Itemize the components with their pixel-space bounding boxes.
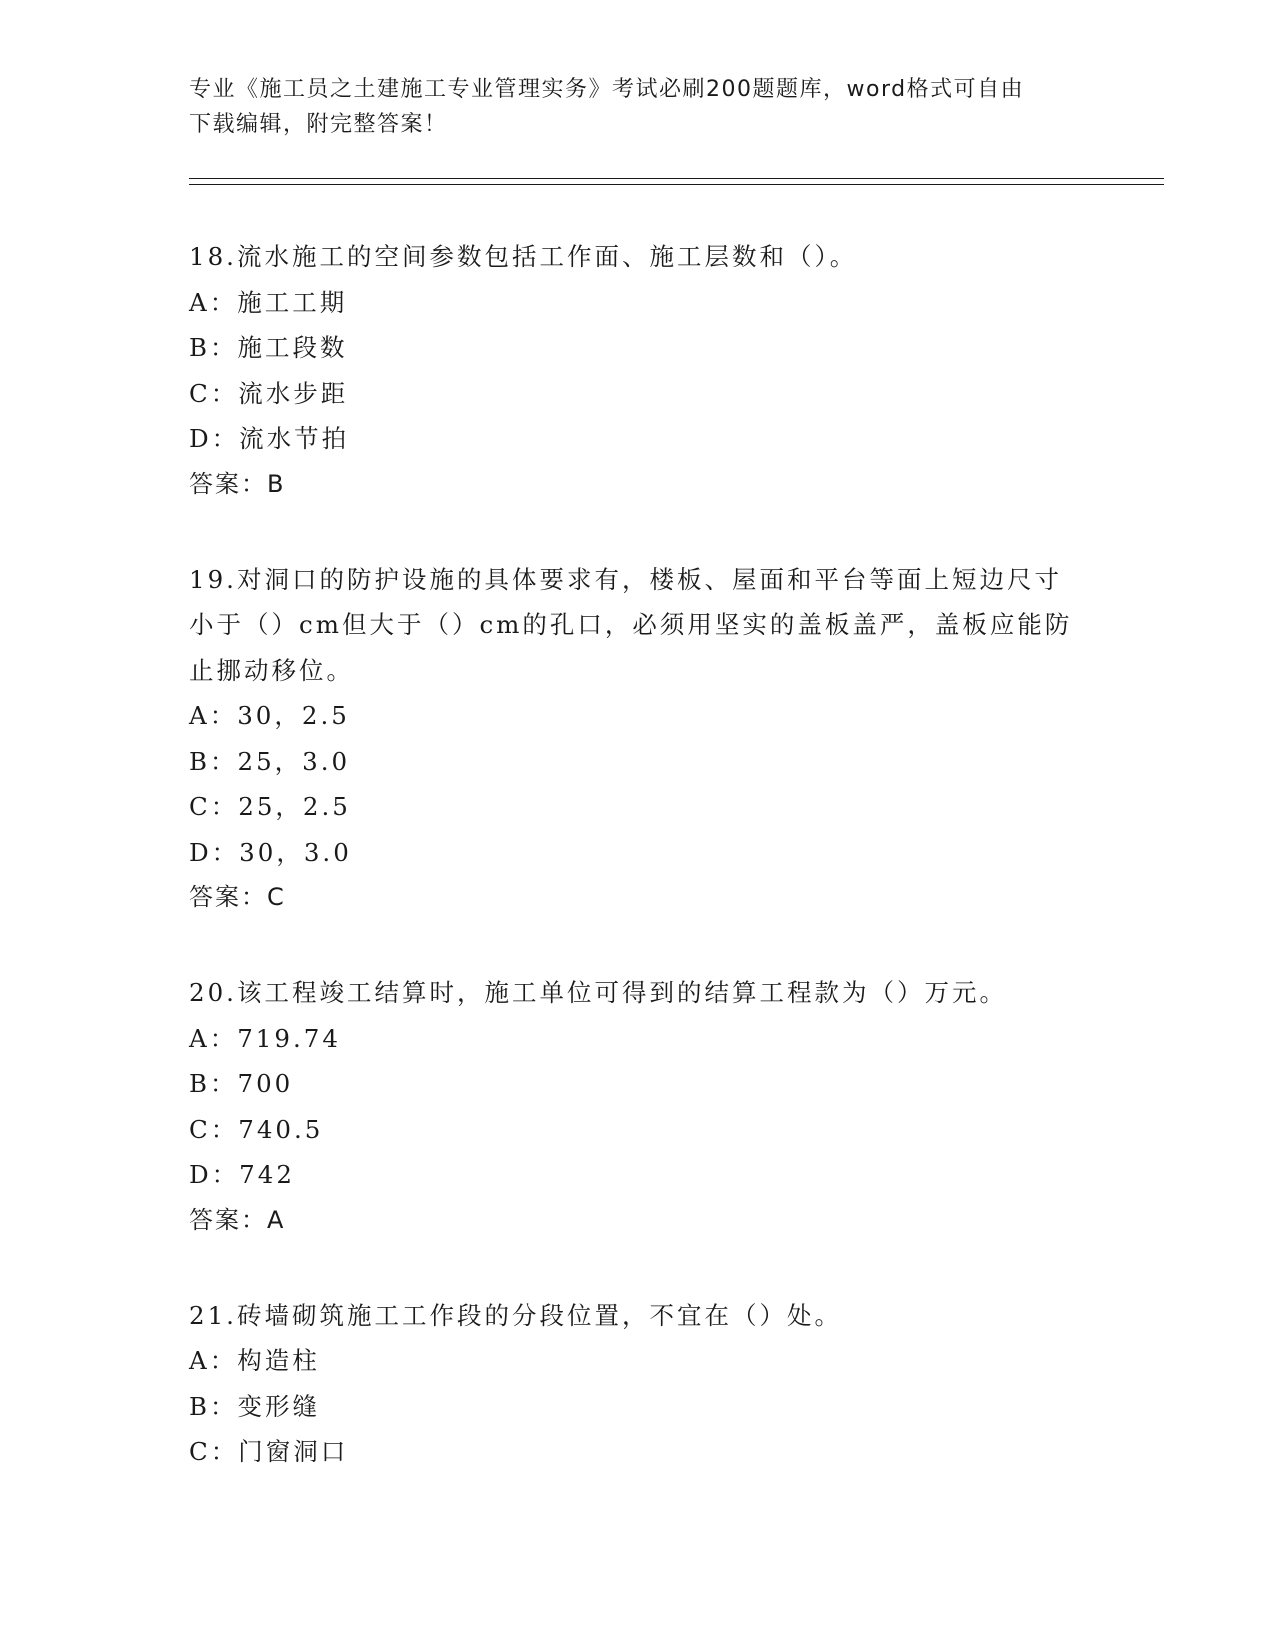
question-20 [189, 970, 1089, 1243]
option-c: C：门窗洞口 [189, 1437, 349, 1466]
header-divider-top [189, 178, 1164, 179]
option-c: C：740.5 [189, 1114, 324, 1144]
question-stem: 21.砖墙砌筑施工工作段的分段位置，不宜在（）处。 [189, 1300, 842, 1330]
option-c: C：流水步距 [189, 378, 349, 408]
option-b: B：700 [189, 1069, 294, 1098]
option-b: B：施工段数 [189, 333, 348, 362]
option-b: B：25，3.0 [189, 746, 351, 776]
option-d: D：742 [189, 1160, 295, 1189]
option-a: A：构造柱 [189, 1346, 320, 1375]
answer-line: 答案：C [189, 883, 286, 911]
question-stem: 20.该工程竣工结算时，施工单位可得到的结算工程款为（）万元。 [189, 978, 1007, 1007]
question-stem: 19.对洞口的防护设施的具体要求有，楼板、屋面和平台等面上短边尺寸小于（）cm但大于（）cm的孔口，必须用坚实的盖板盖严，盖板应能防止挪动移位。 [189, 564, 1073, 685]
document-header [189, 72, 1089, 142]
header-line-1: 专业《施工员之土建施工专业管理实务》考试必刷200题题库，word格式可自由 [189, 77, 1025, 102]
option-b: B：变形缝 [189, 1391, 321, 1421]
question-18 [189, 234, 1089, 507]
question-stem: 18.流水施工的空间参数包括工作面、施工层数和（）。 [189, 242, 858, 271]
answer-line: 答案：B [189, 469, 286, 498]
option-d: D：流水节拍 [189, 424, 350, 453]
option-a: A：施工工期 [189, 287, 348, 317]
option-c: C：25，2.5 [189, 792, 351, 821]
question-19 [189, 557, 1089, 921]
option-a: A：719.74 [189, 1023, 341, 1053]
question-list [189, 234, 1089, 1525]
option-a: A：30，2.5 [189, 701, 350, 730]
answer-line: 答案：A [189, 1205, 286, 1234]
header-divider-bottom [189, 184, 1164, 185]
question-21 [189, 1293, 1089, 1475]
option-d: D：30，3.0 [189, 837, 352, 867]
header-line-2: 下载编辑，附完整答案！ [189, 112, 448, 137]
